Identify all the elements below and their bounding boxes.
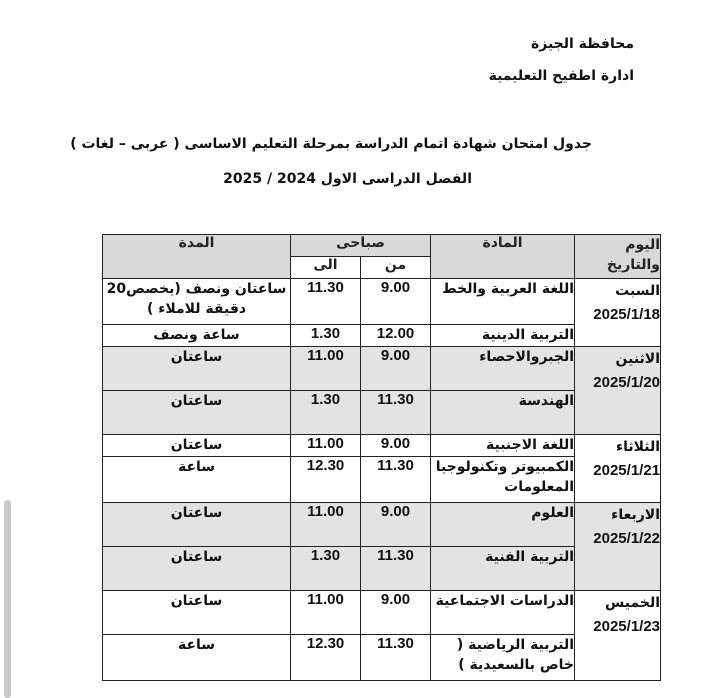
to-cell: 12.30	[291, 635, 361, 681]
to-cell: 11.00	[291, 591, 361, 635]
to-cell: 1.30	[291, 391, 361, 435]
subject-cell: اللغة الاجنبية	[431, 435, 575, 457]
from-cell: 9.00	[361, 347, 431, 391]
to-cell: 11.30	[291, 279, 361, 325]
day-cell: السبت 2025/1/18	[575, 279, 661, 347]
from-cell: 9.00	[361, 435, 431, 457]
table-row	[103, 435, 661, 457]
header-day: اليوم والتاريخ	[575, 235, 661, 279]
subject-cell: الدراسات الاجتماعية	[431, 591, 575, 635]
from-cell: 9.00	[361, 503, 431, 547]
subject-cell: الهندسة	[431, 391, 575, 435]
duration-cell: ساعتان	[103, 503, 291, 547]
header-subject: المادة	[431, 235, 575, 279]
day-cell: الخميس 2025/1/23	[575, 591, 661, 681]
to-cell: 1.30	[291, 547, 361, 591]
duration-cell: ساعتان	[103, 547, 291, 591]
day-cell: الثلاثاء 2025/1/21	[575, 435, 661, 503]
duration-cell: ساعة	[103, 457, 291, 503]
to-cell: 11.00	[291, 347, 361, 391]
schedule-title: جدول امتحان شهادة اتمام الدراسة بمرحلة التعليم الاساسى ( عربى – لغات )	[70, 136, 592, 152]
subject-cell: التربية الرياضية ( خاص بالسعيدية )	[431, 635, 575, 681]
from-cell: 9.00	[361, 279, 431, 325]
duration-cell: ساعة	[103, 635, 291, 681]
from-cell: 11.30	[361, 457, 431, 503]
exam-schedule-table	[102, 234, 661, 681]
header-from: من	[361, 257, 431, 279]
to-cell: 12.30	[291, 457, 361, 503]
from-cell: 12.00	[361, 325, 431, 347]
duration-cell: ساعتان	[103, 435, 291, 457]
subject-cell: التربية الدينية	[431, 325, 575, 347]
duration-cell: ساعتان	[103, 347, 291, 391]
subject-cell: الجبروالاحصاء	[431, 347, 575, 391]
subject-cell: اللغة العربية والخط	[431, 279, 575, 325]
to-cell: 11.00	[291, 435, 361, 457]
day-cell: الاربعاء 2025/1/22	[575, 503, 661, 591]
subject-cell: الكمبيوتر وتكنولوجيا المعلومات	[431, 457, 575, 503]
day-cell: الاثنين 2025/1/20	[575, 347, 661, 435]
to-cell: 11.00	[291, 503, 361, 547]
subject-cell: التربية الفنية	[431, 547, 575, 591]
duration-cell: ساعتان	[103, 591, 291, 635]
from-cell: 11.30	[361, 635, 431, 681]
duration-cell: ساعة ونصف	[103, 325, 291, 347]
vertical-scrollbar[interactable]	[4, 500, 11, 698]
duration-cell: ساعتان ونصف (يخصص20 دقيقة للاملاء )	[103, 279, 291, 325]
table-row	[103, 279, 661, 325]
header-morning: صباحى	[291, 235, 431, 257]
semester-title: الفصل الدراسى الاول 2024 / 2025	[223, 171, 472, 187]
table-row	[103, 347, 661, 391]
from-cell: 11.30	[361, 547, 431, 591]
header-to: الى	[291, 257, 361, 279]
table-row	[103, 591, 661, 635]
governorate-heading: محافظة الجيزة	[530, 36, 634, 52]
administration-heading: ادارة اطفيح التعليمية	[488, 68, 634, 84]
duration-cell: ساعتان	[103, 391, 291, 435]
from-cell: 9.00	[361, 591, 431, 635]
header-duration: المدة	[103, 235, 291, 279]
to-cell: 1.30	[291, 325, 361, 347]
from-cell: 11.30	[361, 391, 431, 435]
subject-cell: العلوم	[431, 503, 575, 547]
table-row	[103, 503, 661, 547]
